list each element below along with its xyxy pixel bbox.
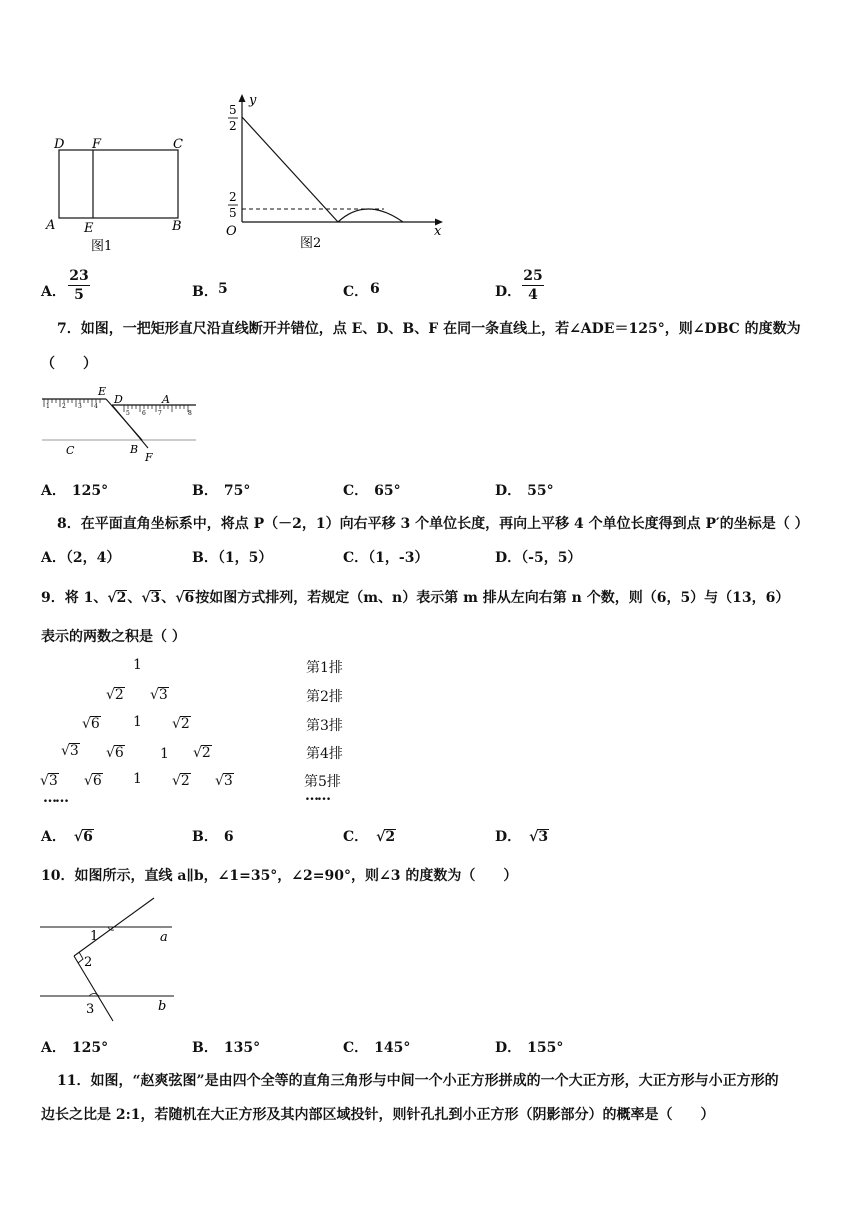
- label-A: A: [162, 393, 170, 406]
- option-text: B． 6: [192, 829, 234, 845]
- caption-figure-2: 图2: [300, 236, 322, 251]
- option-text: A．（2，4）: [41, 550, 121, 566]
- option-text: D．（-5，5）: [495, 550, 582, 566]
- tick-top-num: 5: [229, 103, 237, 117]
- label-F: F: [92, 137, 102, 152]
- q11-stem-line1: 11．如图，“赵爽弦图”是由四个全等的直角三角形与中间一个小正方形拼成的一个大正方形，大正方形与小正方形的: [57, 1073, 779, 1089]
- ellipsis: ……: [43, 790, 67, 806]
- stem-text: 、: [161, 590, 176, 606]
- angle-2-label: 2: [84, 955, 93, 970]
- label-A: A: [46, 218, 56, 233]
- ruler-tick-5: 5: [126, 410, 130, 417]
- angle-3-label: 3: [86, 1002, 95, 1017]
- q9-stem-line1: [41, 587, 789, 607]
- option-text: D． 55°: [495, 483, 554, 499]
- ruler-tick-6: 6: [142, 410, 146, 417]
- fraction: [522, 268, 544, 303]
- axis-y-label: y: [249, 93, 257, 108]
- option-text: A． 125°: [41, 483, 109, 499]
- denominator: 4: [528, 287, 538, 303]
- label-E: E: [84, 221, 94, 236]
- label-C: C: [173, 137, 183, 152]
- option-value: 5: [218, 281, 228, 297]
- option-text: B．（1，5）: [192, 550, 273, 566]
- option-value: 6: [370, 281, 380, 297]
- label-C: C: [66, 444, 75, 457]
- sqrt-2: √2: [107, 590, 127, 606]
- option-letter: A．: [41, 284, 66, 300]
- tick-low-den: 5: [229, 206, 237, 220]
- cell: 1: [133, 657, 142, 673]
- option-text: C． √2: [343, 829, 396, 845]
- ruler-tick-1: 1: [46, 403, 50, 410]
- row-label-3: 第3排: [306, 718, 343, 734]
- ruler-tick-3: 3: [78, 403, 82, 410]
- label-B: B: [130, 443, 139, 456]
- q10-stem: 10．如图所示，直线 a∥b，∠1=35°，∠2=90°，则∠3 的度数为（ ）: [41, 868, 518, 884]
- cell: √3: [150, 687, 168, 703]
- cell: √2: [106, 687, 124, 703]
- row-label-1: 第1排: [306, 660, 343, 676]
- axis-x-label: x: [434, 224, 442, 239]
- q10-parallel-lines-figure: [38, 893, 188, 1023]
- cell: √6: [82, 716, 100, 732]
- denominator: 5: [74, 287, 84, 303]
- origin-label: O: [226, 224, 237, 239]
- row-label-4: 第4排: [306, 746, 343, 762]
- label-D: D: [54, 137, 65, 152]
- stem-text: 按如图方式排列，若规定（m、n）表示第 m 排从左向右第 n 个数，则（6，5）与（13，6）: [195, 590, 790, 606]
- figure-2-graph: [220, 90, 450, 255]
- cell: √6: [106, 745, 124, 761]
- figure-1-rectangle: [40, 130, 200, 255]
- cell: √6: [84, 773, 102, 789]
- label-F: F: [145, 451, 153, 464]
- fraction: [68, 268, 90, 303]
- q7-stem-line1: 7．如图，一把矩形直尺沿直线断开并错位，点 E、D、B、F 在同一条直线上，若∠ADE＝125°，则∠DBC 的度数为: [57, 321, 801, 337]
- cell: √3: [40, 773, 58, 789]
- cell: √3: [61, 743, 79, 759]
- row-label-2: 第2排: [306, 689, 343, 705]
- label-B: B: [172, 219, 182, 234]
- option-text: C． 65°: [343, 483, 401, 499]
- option-text: A． 125°: [41, 1040, 109, 1056]
- ruler-tick-2: 2: [62, 403, 66, 410]
- cell: √2: [172, 716, 190, 732]
- cell: √2: [193, 745, 211, 761]
- ruler-tick-4: 4: [94, 403, 98, 410]
- sqrt-3: √3: [141, 590, 161, 606]
- q11-stem-line2: 边长之比是 2:1，若随机在大正方形及其内部区域投针，则针孔扎到小正方形（阴影部分）的概率是（ ）: [41, 1107, 715, 1123]
- option-text: B． 135°: [192, 1040, 261, 1056]
- stem-text: 、: [127, 590, 142, 606]
- q9-stem-line2: 表示的两数之积是（ ）: [41, 629, 186, 645]
- q7-ruler-figure: [38, 383, 200, 465]
- label-E: E: [98, 385, 107, 398]
- option-letter: C．: [343, 284, 369, 300]
- cell: 1: [133, 714, 142, 730]
- tick-low-num: 2: [229, 190, 237, 204]
- sqrt-6: √6: [175, 590, 195, 606]
- line-a-label: a: [160, 930, 168, 945]
- option-text: A． √6: [41, 829, 93, 845]
- numerator: 23: [69, 268, 89, 284]
- option-text: B． 75°: [192, 483, 251, 499]
- option-text: C．（1，-3）: [343, 550, 429, 566]
- ruler-tick-8: 8: [188, 410, 192, 417]
- line-b-label: b: [158, 999, 167, 1014]
- cell: 1: [133, 771, 142, 787]
- caption-figure-1: 图1: [91, 239, 113, 254]
- cell: 1: [160, 746, 169, 762]
- q8-stem: 8．在平面直角坐标系中，将点 P（－2，1）向右平移 3 个单位长度，再向上平移 4 个单位长度得到点 P′的坐标是（ ）: [57, 516, 809, 532]
- numerator: 25: [523, 268, 543, 284]
- row-label-5: 第5排: [304, 774, 341, 790]
- option-letter: B．: [192, 284, 218, 300]
- tick-top-den: 2: [229, 119, 237, 133]
- ellipsis: ……: [305, 788, 329, 804]
- option-text: D． 155°: [495, 1040, 564, 1056]
- angle-1-label: 1: [90, 929, 99, 944]
- cell: √3: [215, 773, 233, 789]
- option-text: C． 145°: [343, 1040, 411, 1056]
- label-D: D: [114, 393, 123, 406]
- q7-stem-line2: （ ）: [41, 356, 97, 372]
- option-letter: D．: [495, 284, 522, 300]
- option-text: D． √3: [495, 829, 549, 845]
- ruler-tick-7: 7: [158, 410, 162, 417]
- stem-text: 9．将 1、: [41, 590, 108, 606]
- cell: √2: [172, 773, 190, 789]
